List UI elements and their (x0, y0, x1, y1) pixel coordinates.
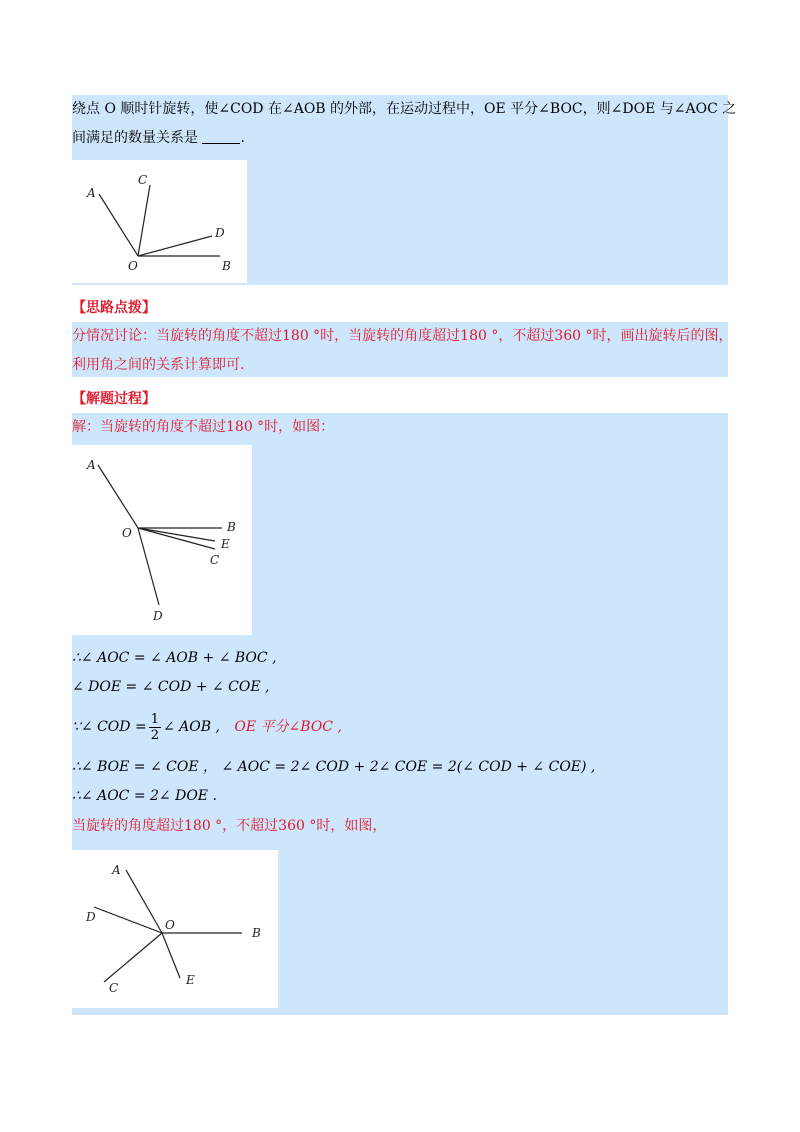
hint-line-2: 利用角之间的关系计算即可. (72, 357, 245, 373)
step-3-suffix: ∠ AOB , (162, 719, 220, 735)
label-C: C (210, 553, 220, 567)
solution-step-1: ∴∠ AOC = ∠ AOB + ∠ BOC , (72, 650, 277, 666)
label-E: E (221, 537, 230, 551)
hint-line-1: 分情况讨论：当旋转的角度不超过180 °时，当旋转的角度超过180 °，不超过360 °时，画出旋转后的图， (72, 328, 733, 344)
solution-step-2: ∠ DOE = ∠ COD + ∠ COE , (72, 679, 270, 695)
problem-line-2-end: . (240, 130, 245, 146)
one-half-fraction (149, 712, 161, 743)
label-B: B (252, 926, 261, 940)
problem-line-1: 绕点 O 顺时针旋转，使∠COD 在∠AOB 的外部，在运动过程中，OE 平分∠BOC，则∠DOE 与∠AOC 之 (72, 101, 737, 117)
label-O: O (122, 526, 132, 540)
ray-OD (138, 236, 212, 256)
label-B: B (227, 520, 236, 534)
ray-OE (162, 933, 180, 978)
solution-figure-2 (72, 850, 278, 1008)
solution-figure-1 (72, 445, 252, 635)
ray-OA (99, 194, 138, 256)
label-C: C (138, 173, 148, 187)
fraction-numerator: 1 (150, 711, 159, 727)
answer-blank (202, 129, 240, 144)
ray-OC (138, 185, 150, 256)
solution-figure-1-svg (72, 445, 252, 635)
problem-figure-svg (72, 160, 247, 283)
problem-line-2 (72, 128, 245, 148)
problem-line-2-text: 间满足的数量关系是 (72, 130, 198, 146)
problem-figure (72, 160, 247, 283)
label-A: A (87, 186, 96, 200)
step-3-prefix: ∵∠ COD = (72, 719, 147, 735)
solution-intro: 解：当旋转的角度不超过180 °时，如图： (72, 419, 335, 435)
label-D: D (86, 910, 96, 924)
ray-OD (94, 907, 162, 933)
label-B: B (222, 259, 231, 273)
label-A: A (87, 458, 96, 472)
ray-OA (126, 870, 162, 933)
fraction-denominator: 2 (150, 727, 159, 743)
hint-heading: 【思路点拨】 (72, 300, 156, 316)
ray-OD (138, 528, 159, 605)
solution-step-5: ∴∠ AOC = 2∠ DOE . (72, 788, 217, 804)
label-O: O (128, 259, 138, 273)
label-A: A (112, 863, 121, 877)
label-D: D (153, 609, 163, 623)
label-D: D (215, 226, 225, 240)
label-C: C (109, 981, 119, 995)
solution-figure-2-svg (72, 850, 278, 1008)
ray-OA (98, 465, 138, 528)
label-E: E (186, 973, 195, 987)
solution-step-4: ∴∠ BOE = ∠ COE ， ∠ AOC = 2∠ COD + 2∠ COE = 2(∠ COD + ∠ COE) , (72, 759, 596, 775)
ray-OC (104, 933, 162, 982)
step-3-note: OE 平分∠BOC , (234, 719, 342, 735)
label-O: O (165, 918, 175, 932)
solution-case-2: 当旋转的角度超过180 °，不超过360 °时，如图， (72, 818, 387, 834)
solution-step-3 (72, 710, 342, 744)
solution-heading: 【解题过程】 (72, 391, 156, 407)
